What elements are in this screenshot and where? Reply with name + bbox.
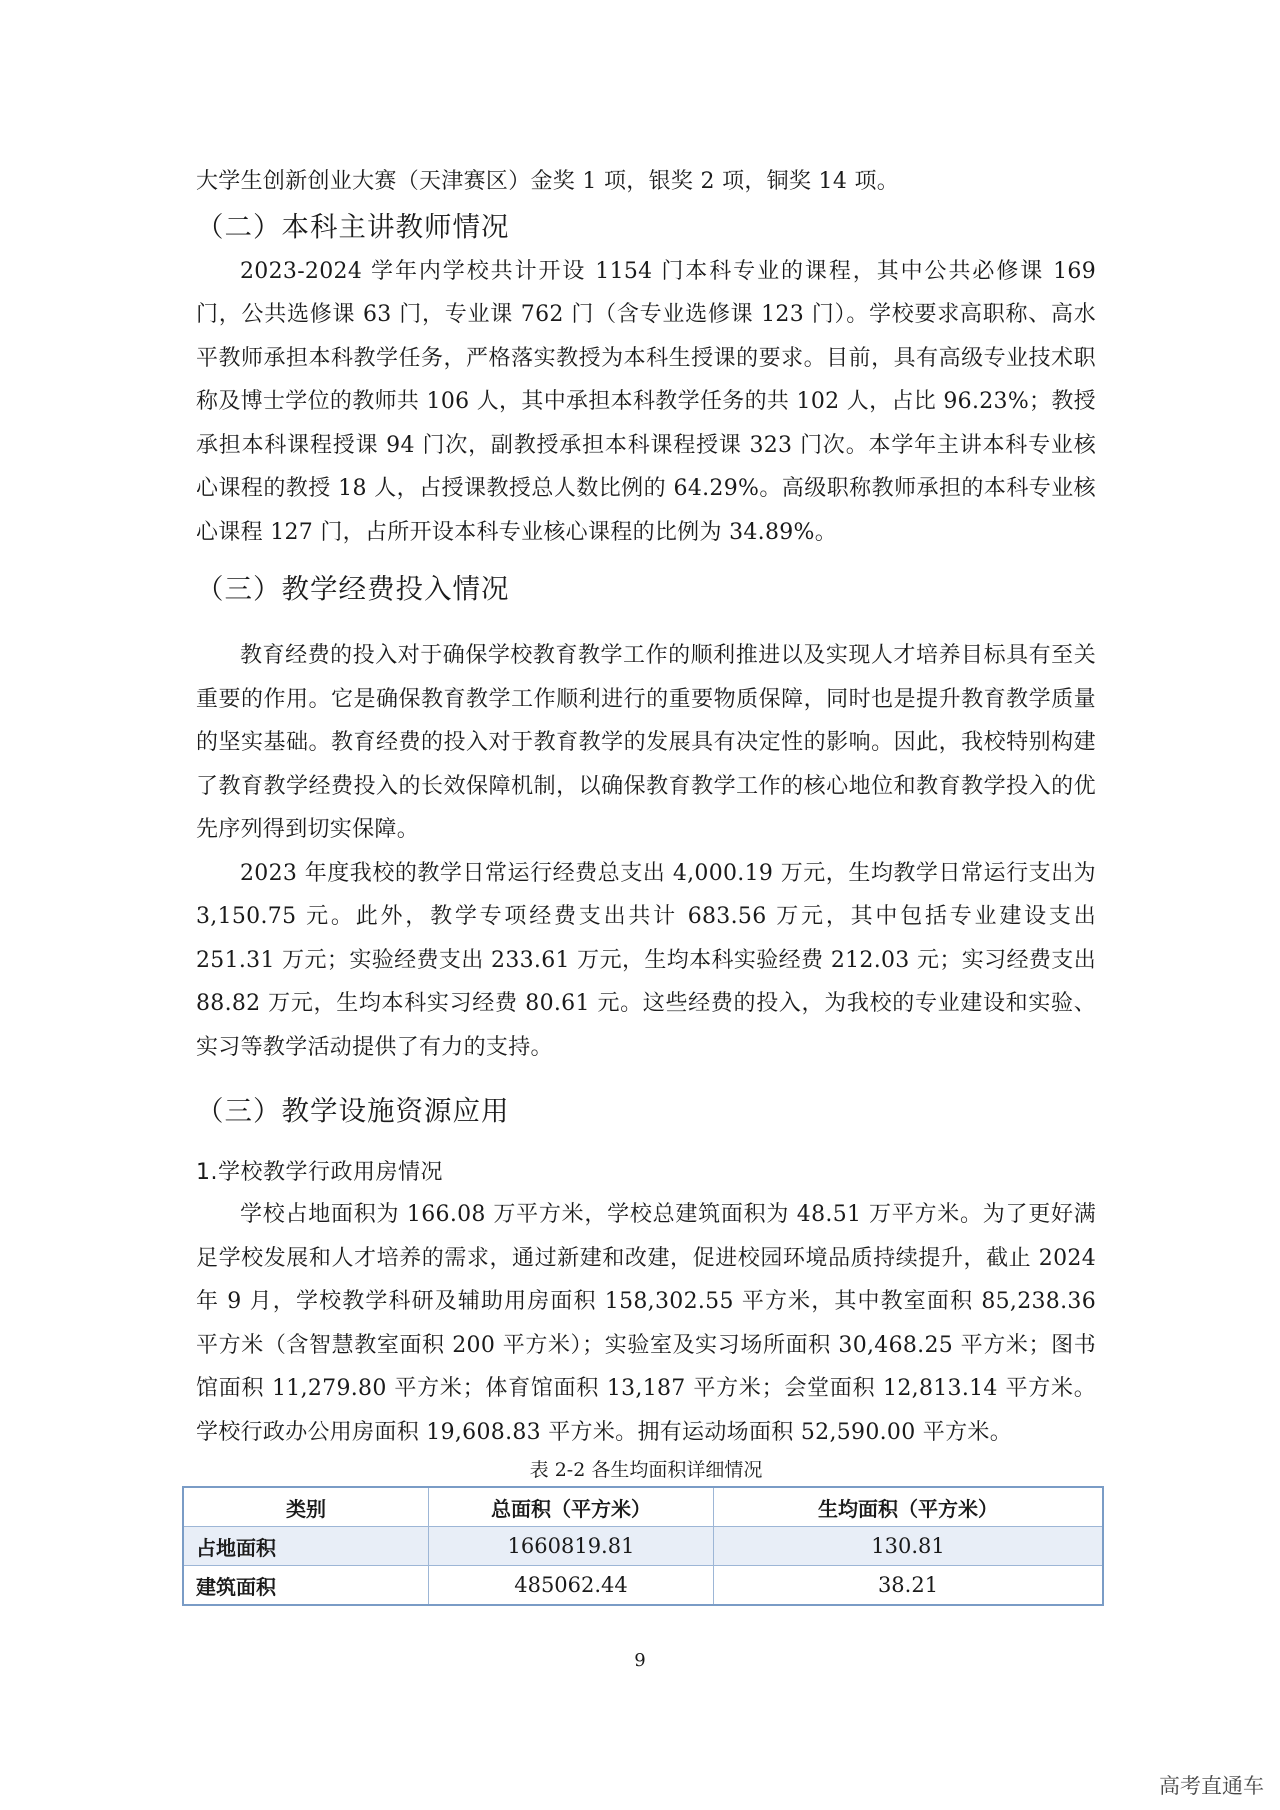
facilities-paragraph: 学校占地面积为 166.08 万平方米，学校总建筑面积为 48.51 万平方米。为了更好满足学校发展和人才培养的需求，通过新建和改建，促进校园环境品质持续提升，截止 2024 年 9 月，学校教学科研及辅助用房面积 158,302.55 平方米，其中教室面积 85,238.36 平方米（含智慧教室面积 200 平方米）；实验室及实习场所面积 30,468.25 平方米；图书馆面积 11,279.80 平方米；体育馆面积 13,187 平方米；会堂面积 12,813.14 平方米。学校行政办公用房面积 19,608.83 平方米。拥有运动场面积 52,590.00 平方米。 <box>196 1202 1096 1445</box>
continued-line: 大学生创新创业大赛（天津赛区）金奖 1 项，银奖 2 项，铜奖 14 项。 <box>196 169 900 194</box>
section-heading-teachers: （二）本科主讲教师情况 <box>196 210 510 243</box>
subheading-buildings: 1.学校教学行政用房情况 <box>196 1160 443 1185</box>
table-cell-per-student: 130.81 <box>714 1527 1104 1566</box>
area-table <box>182 1486 1104 1606</box>
table-cell-total: 485062.44 <box>429 1566 714 1606</box>
table-caption: 表 2-2 各生均面积详细情况 <box>529 1459 763 1481</box>
section-heading-facilities: （三）教学设施资源应用 <box>196 1095 510 1127</box>
table-cell-category: 占地面积 <box>183 1527 429 1566</box>
table-cell-total: 1660819.81 <box>429 1527 714 1566</box>
table-row <box>183 1566 1103 1606</box>
table-row <box>183 1527 1103 1566</box>
table-header-row <box>183 1487 1103 1527</box>
table-cell-per-student: 38.21 <box>714 1566 1104 1606</box>
funding-paragraph-2: 2023 年度我校的教学日常运行经费总支出 4,000.19 万元，生均教学日常运行支出为 3,150.75 元。此外，教学专项经费支出共计 683.56 万元，其中包括专业建设支出 251.31 万元；实验经费支出 233.61 万元，生均本科实验经费 212.03 元；实习经费支出 88.82 万元，生均本科实习经费 80.61 元。这些经费的投入，为我校的专业建设和实验、实习等教学活动提供了有力的支持。 <box>196 860 1096 1060</box>
table-header-cell: 生均面积（平方米） <box>714 1487 1104 1527</box>
funding-paragraph-1: 教育经费的投入对于确保学校教育教学工作的顺利推进以及实现人才培养目标具有至关重要的作用。它是确保教育教学工作顺利进行的重要物质保障，同时也是提升教育教学质量的坚实基础。教育经费的投入对于教育教学的发展具有决定性的影响。因此，我校特别构建了教育教学经费投入的长效保障机制，以确保教育教学工作的核心地位和教育教学投入的优先序列得到切实保障。 <box>196 643 1096 842</box>
section-heading-funding: （三）教学经费投入情况 <box>196 573 510 605</box>
page-number: 9 <box>634 1650 646 1671</box>
table-header-cell: 类别 <box>183 1487 429 1527</box>
table-cell-category: 建筑面积 <box>183 1566 429 1606</box>
watermark-text: 高考直通车 <box>1159 1774 1264 1798</box>
document-page <box>196 160 1096 1606</box>
table-header-cell: 总面积（平方米） <box>429 1487 714 1527</box>
teachers-paragraph: 2023-2024 学年内学校共计开设 1154 门本科专业的课程，其中公共必修课 169 门，公共选修课 63 门，专业课 762 门（含专业选修课 123 门）。学校要求高职称、高水平教师承担本科教学任务，严格落实教授为本科生授课的要求。目前，具有高级专业技术职称及博士学位的教师共 106 人，其中承担本科教学任务的共 102 人，占比 96.23%；教授承担本科课程授课 94 门次，副教授承担本科课程授课 323 门次。本学年主讲本科专业核心课程的教授 18 人，占授课教授总人数比例的 64.29%。高级职称教师承担的本科专业核心课程 127 门，占所开设本科专业核心课程的比例为 34.89%。 <box>196 258 1096 545</box>
